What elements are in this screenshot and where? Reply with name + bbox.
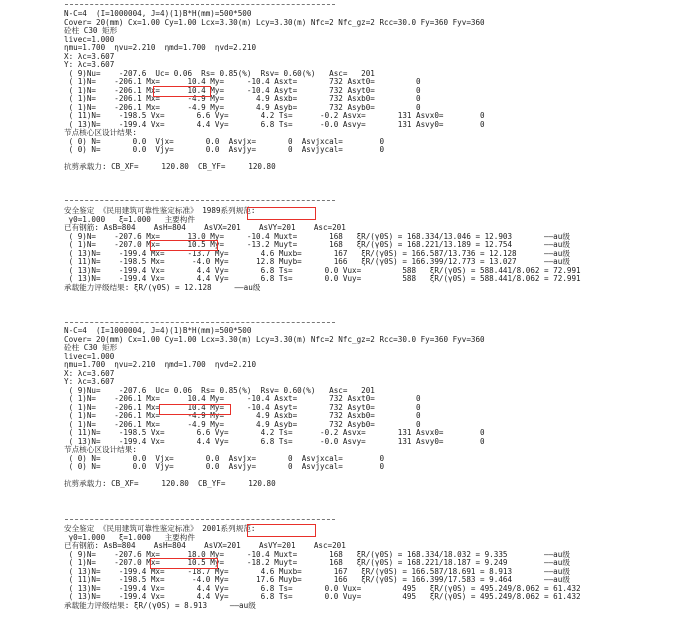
text-line: Y: λc=3.607 (64, 60, 115, 69)
text-line: ( 13)N= -199.4 Mx= -13.7 My= 4.6 Muxb= 167 ξR/(γ0S) = 166.587/13.736 = 12.128 ——au级 (64, 248, 570, 258)
text-line: ( 1)N= -206.1 Mx= 10.4 My= -10.4 Asxt= 732 Asxt0= 0 (64, 394, 421, 403)
text-line: 节点核心区设计结果: (64, 445, 137, 454)
text-line: N-C=4 (I=1000004, J=4)(1)B*H(mm)=500*500 (64, 9, 252, 18)
text-line: ( 9)N= -207.6 Mx= 13.0 My= -10.4 Muxt= 168 ξR/(γ0S) = 168.334/13.046 = 12.903 ——au级 (64, 231, 570, 241)
text-line: Y: λc=3.607 (64, 377, 115, 386)
safety-appraisal-block-1989 (64, 207, 581, 292)
text-line: 安全鉴定 《民用建筑可靠性鉴定标准》 2001系列规范: (64, 524, 256, 533)
text-line: ( 13)N= -199.4 Vx= 4.4 Vy= 6.8 Ts= 0.0 Vux= 588 ξR/(γ0S) = 588.441/8.062 = 72.991 (64, 265, 581, 275)
text-line: ( 1)N= -207.0 Mx= 10.5 My= -18.2 Muyt= 168 ξR/(γ0S) = 168.221/18.187 = 9.249 ——au级 (64, 558, 570, 567)
text-line: ( 1)N= -206.1 Mx= -4.9 My= 4.9 Asyb= 732 Asyb0= 0 (64, 419, 421, 429)
highlight-mx-block3 (159, 404, 231, 415)
text-line: ( 0) N= 0.0 Vjx= 0.0 Asvjx= 0 Asvjxcal= 0 (64, 136, 385, 146)
text-line: X: λc=3.607 (64, 51, 115, 61)
text-line: ( 1)N= -206.1 Mx= 10.4 My= -10.4 Asyt= 732 Asyt0= 0 (64, 85, 421, 95)
text-line: ( 0) N= 0.0 Vjy= 0.0 Asvjy= 0 Asvjycal= 0 (64, 462, 385, 471)
text-line: N-C=4 (I=1000004, J=4)(1)B*H(mm)=500*500 (64, 326, 252, 335)
text-line: 已有钢筋: AsB=804 AsH=804 AsVX=201 AsVY=201 Asc=201 (64, 223, 346, 232)
highlight-mx-block1 (153, 86, 211, 97)
text-line: ( 9)N= -207.6 Mx= 18.0 My= -10.4 Muxt= 168 ξR/(γ0S) = 168.334/18.032 = 9.335 ——au级 (64, 549, 570, 559)
text-line: ( 13)N= -199.4 Mx= -18.7 My= 4.6 Muxb= 167 ξR/(γ0S) = 166.587/18.691 = 8.913 ——au级 (64, 566, 570, 576)
text-line: ( 11)N= -198.5 Mx= -4.0 My= 17.6 Muyb= 166 ξR/(γ0S) = 166.399/17.583 = 9.464 ——au级 (64, 575, 570, 584)
text-line: X: λc=3.607 (64, 368, 115, 378)
text-line: ηmu=1.700 ηvu=2.210 ηmd=1.700 ηvd=2.210 (64, 43, 257, 52)
text-line: 安全鉴定 《民用建筑可靠性鉴定标准》 1989系列规范: (64, 206, 256, 215)
highlight-mx-2001 (150, 558, 218, 569)
text-line: ( 1)N= -206.1 Mx= -4.9 My= 4.9 Asxb= 732 Asxb0= 0 (64, 411, 421, 420)
text-line: ( 9)Nu= -207.6 Uc= 0.06 Rs= 0.85(%) Rsv= 0.60(%) Asc= 201 (64, 68, 375, 78)
highlight-2001-code (247, 524, 316, 537)
design-result-block-1 (64, 10, 485, 172)
text-line: ( 1)N= -206.1 Mx= 10.4 My= -10.4 Asxt= 732 Asxt0= 0 (64, 77, 421, 86)
text-line: Cover= 20(mm) Cx=1.00 Cy=1.00 Lcx=3.30(m) Lcy=3.30(m) Nfc=2 Nfc_gz=2 Rcc=30.0 Fy=360 Fyv=360 (64, 17, 485, 27)
text-line: γ0=1.000 ξ=1.000 主要构件 (64, 532, 195, 542)
text-line: 承载能力评级结果: ξR/(γ0S) = 8.913 ——au级 (64, 600, 256, 610)
text-line: 抗剪承载力: CB_XF= 120.80 CB_YF= 120.80 (64, 479, 276, 488)
text-line: ( 0) N= 0.0 Vjx= 0.0 Asvjx= 0 Asvjxcal= 0 (64, 453, 385, 463)
text-line: γ0=1.000 ξ=1.000 主要构件 (64, 214, 195, 224)
highlight-mx-1989 (150, 240, 218, 251)
text-line: ( 0) N= 0.0 Vjy= 0.0 Asvjy= 0 Asvjycal= 0 (64, 145, 385, 154)
text-line: 节点核心区设计结果: (64, 128, 137, 137)
highlight-1989-code (247, 207, 316, 220)
safety-appraisal-block-2001 (64, 525, 581, 610)
text-line: ( 13)N= -199.4 Vx= 4.4 Vy= 6.8 Ts= 0.0 Vux= 495 ξR/(γ0S) = 495.249/8.062 = 61.432 (64, 583, 581, 593)
text-line: ( 1)N= -206.1 Mx= 10.4 My= -10.4 Asyt= 732 Asyt0= 0 (64, 402, 421, 412)
text-line: 砼柱 C30 矩形 (64, 26, 118, 35)
text-line: Cover= 20(mm) Cx=1.00 Cy=1.00 Lcx=3.30(m) Lcy=3.30(m) Nfc=2 Nfc_gz=2 Rcc=30.0 Fy=360 Fyv=360 (64, 334, 485, 344)
design-result-block-2 (64, 327, 485, 489)
text-line: ( 13)N= -199.4 Vx= 4.4 Vy= 6.8 Ts= -0.0 Asvy= 131 Asvy0= 0 (64, 119, 485, 129)
text-line: ( 1)N= -207.0 Mx= 10.5 My= -13.2 Muyt= 168 ξR/(γ0S) = 168.221/13.189 = 12.754 ——au级 (64, 240, 570, 249)
text-line: 砼柱 C30 矩形 (64, 343, 118, 352)
text-line: 承载能力评级结果: ξR/(γ0S) = 12.128 ——au级 (64, 282, 261, 292)
text-line: ( 1)N= -206.1 Mx= -4.9 My= 4.9 Asyb= 732 Asyb0= 0 (64, 102, 421, 112)
text-line: ( 1)N= -206.1 Mx= -4.9 My= 4.9 Asxb= 732 Asxb0= 0 (64, 94, 421, 103)
text-line: ( 11)N= -198.5 Vx= 6.6 Vy= 4.2 Ts= -0.2 Asvx= 131 Asvx0= 0 (64, 428, 485, 437)
separator-line (65, 519, 335, 520)
text-line: ( 13)N= -199.4 Vx= 4.4 Vy= 6.8 Ts= 0.0 Vuy= 495 ξR/(γ0S) = 495.249/8.062 = 61.432 (64, 592, 581, 601)
text-line: livec=1.000 (64, 351, 115, 361)
text-line: ( 13)N= -199.4 Vx= 4.4 Vy= 6.8 Ts= 0.0 Vuy= 588 ξR/(γ0S) = 588.441/8.062 = 72.991 (64, 274, 581, 283)
separator-line (65, 4, 335, 5)
text-line: 抗剪承载力: CB_XF= 120.80 CB_YF= 120.80 (64, 162, 276, 171)
separator-line (65, 200, 335, 201)
text-line: ( 11)N= -198.5 Mx= -4.0 My= 12.8 Muyb= 166 ξR/(γ0S) = 166.399/12.773 = 13.027 ——au级 (64, 257, 570, 266)
text-line: ( 9)Nu= -207.6 Uc= 0.06 Rs= 0.85(%) Rsv= 0.60(%) Asc= 201 (64, 385, 375, 395)
text-line: 已有钢筋: AsB=804 AsH=804 AsVX=201 AsVY=201 Asc=201 (64, 541, 346, 550)
text-line: ( 11)N= -198.5 Vx= 6.6 Vy= 4.2 Ts= -0.2 Asvx= 131 Asvx0= 0 (64, 111, 485, 120)
text-line: livec=1.000 (64, 34, 115, 44)
separator-line (65, 322, 335, 323)
text-line: ( 13)N= -199.4 Vx= 4.4 Vy= 6.8 Ts= -0.0 Asvy= 131 Asvy0= 0 (64, 436, 485, 446)
text-line: ηmu=1.700 ηvu=2.210 ηmd=1.700 ηvd=2.210 (64, 360, 257, 369)
